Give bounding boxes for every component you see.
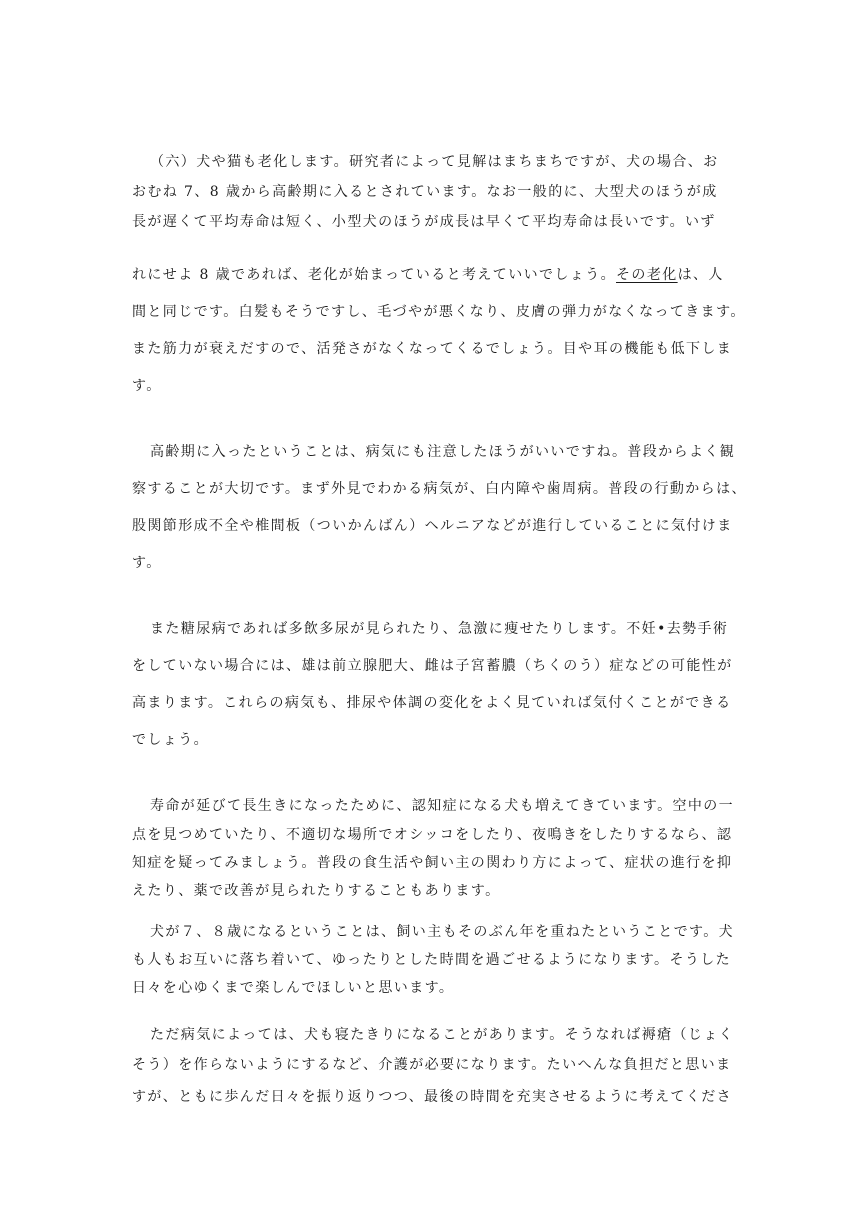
paragraph-1-line-4 <box>132 265 732 285</box>
paragraph-3-line-1: また糖尿病であれば多飲多尿が見られたり、急激に痩せたりします。不妊•去勢手術 <box>150 621 729 637</box>
paragraph-2-line-1: 高齢期に入ったということは、病気にも注意したほうがいいですね。普段からよく観 <box>150 444 736 460</box>
paragraph-1-line-1: （六）犬や猫も老化します。研究者によって見解はまちまちですが、犬の場合、お <box>150 154 719 170</box>
paragraph-1-line-4-tail: は、人 <box>677 267 724 283</box>
paragraph-6-line-3: すが、ともに歩んだ日々を振り返りつつ、最後の時間を充実させるように考えてくださ <box>132 1089 733 1105</box>
paragraph-2-line-3: 股関節形成不全や椎間板（ついかんばん）ヘルニアなどが進行していることに気付けま <box>132 518 733 534</box>
paragraph-1-line-3: 長が遅くて平均寿命は短く、小型犬のほうが成長は早くて平均寿命は長いです。いず <box>132 214 716 230</box>
paragraph-2-line-2: 察することが大切です。まず外見でわかる病気が、白内障や歯周病。普段の行動からは、 <box>132 481 747 497</box>
paragraph-2-line-4: す。 <box>132 555 162 571</box>
paragraph-6-line-1: ただ病気によっては、犬も寝たきりになることがあります。そうなれば褥瘡（じょく <box>150 1027 735 1043</box>
paragraph-1-line-2: おむね 7、8 歳から高齢期に入るとされています。なお一般的に、大型犬のほうが成 <box>132 184 718 200</box>
paragraph-6-line-2: そう）を作らないようにするなど、介護が必要になります。たいへんな負担だと思いま <box>132 1057 732 1073</box>
paragraph-4-line-3: 知症を疑ってみましょう。普段の食生活や飼い主の関わり方によって、症状の進行を抑 <box>132 855 733 871</box>
paragraph-4-line-2: 点を見つめていたり、不適切な場所でオシッコをしたり、夜鳴きをしたりするなら、認 <box>132 827 733 843</box>
paragraph-4-line-1: 寿命が延びて長生きになったために、認知症になる犬も増えてきています。空中の一 <box>150 798 735 814</box>
underlined-phrase: その老化 <box>616 267 678 283</box>
paragraph-5-line-2: も人もお互いに落ち着いて、ゆったりとした時間を過ごせるようになります。そうした <box>132 952 732 968</box>
paragraph-1-line-5: 間と同じです。白髪もそうですし、毛づやが悪くなり、皮膚の弾力がなくなってきます。 <box>132 304 746 320</box>
paragraph-3-line-4: でしょう。 <box>132 732 209 748</box>
paragraph-1-line-7: す。 <box>132 378 162 394</box>
paragraph-5-line-1: 犬が７、８歳になるということは、飼い主もそのぶん年を重ねたということです。犬 <box>150 924 735 940</box>
paragraph-1-line-6: また筋力が衰えだすので、活発さがなくなってくるでしょう。目や耳の機能も低下しま <box>132 341 733 357</box>
paragraph-5-line-3: 日々を心ゆくまで楽しんでほしいと思います。 <box>132 980 455 996</box>
paragraph-3-line-2: をしていない場合には、雄は前立腺肥大、雌は子宮蓄膿（ちくのう）症などの可能性が <box>132 658 733 674</box>
paragraph-3-line-3: 高まります。これらの病気も、排尿や体調の変化をよく見ていれば気付くことができる <box>132 695 732 711</box>
paragraph-1-line-4-text: れにせよ 8 歳であれば、老化が始まっていると考えていいでしょう。 <box>132 267 617 283</box>
paragraph-4-line-4: えたり、薬で改善が見られたりすることもあります。 <box>132 883 501 899</box>
